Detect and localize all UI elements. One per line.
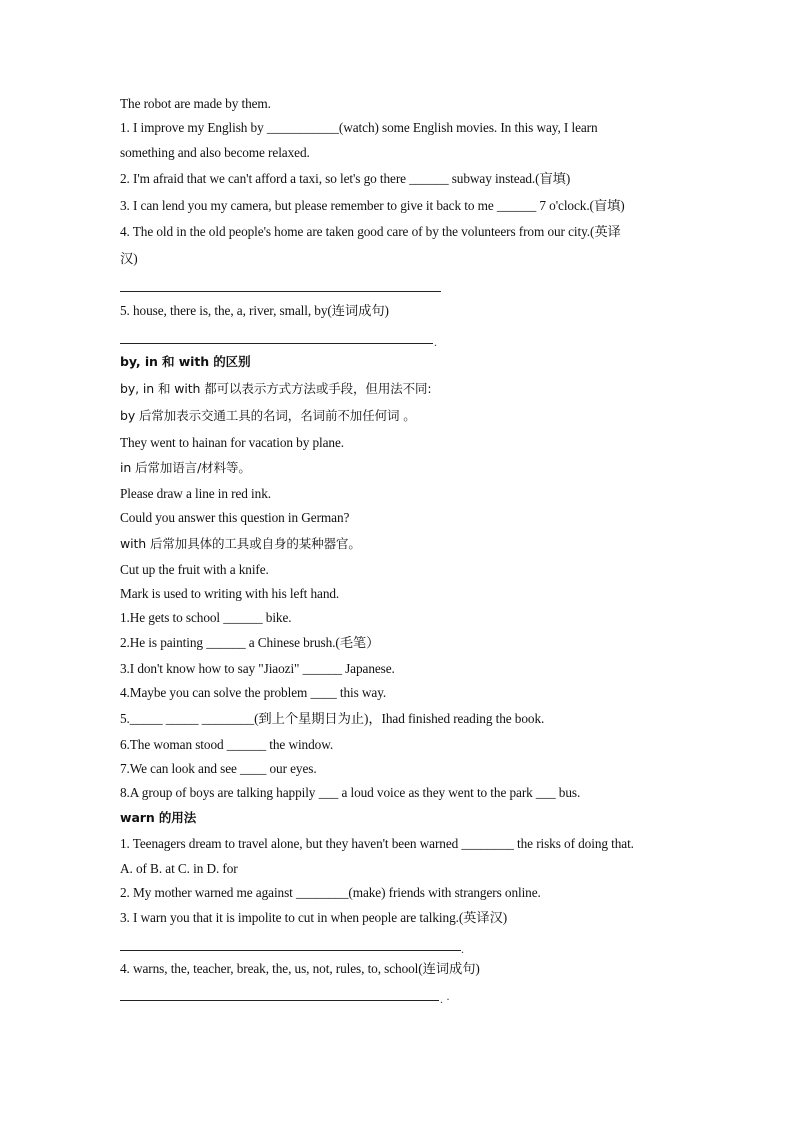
- answer-line-sentence: [120, 343, 433, 344]
- question-4: 4. The old in the old people's home are taken good care of by the volunteers from our city.(英译: [120, 224, 621, 239]
- exercise-2: 2.He is painting ______ a Chinese brush.(毛笔）: [120, 635, 380, 650]
- warn-question-1: 1. Teenagers dream to travel alone, but they haven't been warned ________ the risks of doing that.: [120, 836, 634, 851]
- warn-question-4: 4. warns, the, teacher, break, the, us, not, rules, to, school(连词成句): [120, 961, 480, 976]
- question-4-continued: 汉): [120, 251, 138, 266]
- question-5: 5. house, there is, the, a, river, small, by(连词成句): [120, 303, 389, 318]
- question-2: 2. I'm afraid that we can't afford a taxi, so let's go there ______ subway instead.(盲填): [120, 171, 571, 186]
- example-in-1: Please draw a line in red ink.: [120, 486, 271, 501]
- warn-question-2: 2. My mother warned me against ________(make) friends with strangers online.: [120, 885, 541, 900]
- rule-by: by 后常加表示交通工具的名词，名词前不加任何词 。: [120, 408, 416, 423]
- exercise-8: 8.A group of boys are talking happily ___ a loud voice as they went to the park ___ bus.: [120, 785, 581, 800]
- question-3: 3. I can lend you my camera, but please remember to give it back to me ______ 7 o'clock.(盲填): [120, 198, 625, 213]
- section-heading-by-in-with: by, in 和 with 的区别: [120, 354, 251, 369]
- section-heading-warn: warn 的用法: [120, 810, 197, 825]
- section-intro: by, in 和 with 都可以表示方式方法或手段，但用法不同:: [120, 381, 432, 396]
- exercise-7: 7.We can look and see ____ our eyes.: [120, 761, 317, 776]
- answer-line-translation: [120, 291, 441, 292]
- warn-question-3: 3. I warn you that it is impolite to cut in when people are talking.(英译汉): [120, 910, 508, 925]
- answer-line-translation-2: [120, 950, 461, 951]
- answer-line-sentence-2: [120, 1000, 439, 1001]
- example-with-1: Cut up the fruit with a knife.: [120, 562, 269, 577]
- rule-with: with 后常加具体的工具或自身的某种器官。: [120, 536, 361, 551]
- warn-question-1-options: A. of B. at C. in D. for: [120, 861, 238, 876]
- question-1-continued: something and also become relaxed.: [120, 145, 310, 160]
- question-1: 1. I improve my English by ___________(watch) some English movies. In this way, I learn: [120, 120, 598, 135]
- answer-line-dot: .: [434, 335, 437, 349]
- text-line-example: The robot are made by them.: [120, 96, 271, 111]
- exercise-6: 6.The woman stood ______ the window.: [120, 737, 334, 752]
- example-by: They went to hainan for vacation by plane.: [120, 435, 344, 450]
- example-in-2: Could you answer this question in German?: [120, 510, 350, 525]
- exercise-4: 4.Maybe you can solve the problem ____ this way.: [120, 685, 387, 700]
- exercise-1: 1.He gets to school ______ bike.: [120, 610, 292, 625]
- rule-in: in 后常加语言/材料等。: [120, 460, 251, 475]
- answer-line-dot: . ·: [440, 992, 450, 1006]
- example-with-2: Mark is used to writing with his left hand.: [120, 586, 340, 601]
- answer-line-dot: .: [461, 942, 464, 956]
- exercise-5: 5._____ _____ ________(到上个星期日为止)，Ihad finished reading the book.: [120, 711, 545, 726]
- exercise-3: 3.I don't know how to say "Jiaozi" ______ Japanese.: [120, 661, 395, 676]
